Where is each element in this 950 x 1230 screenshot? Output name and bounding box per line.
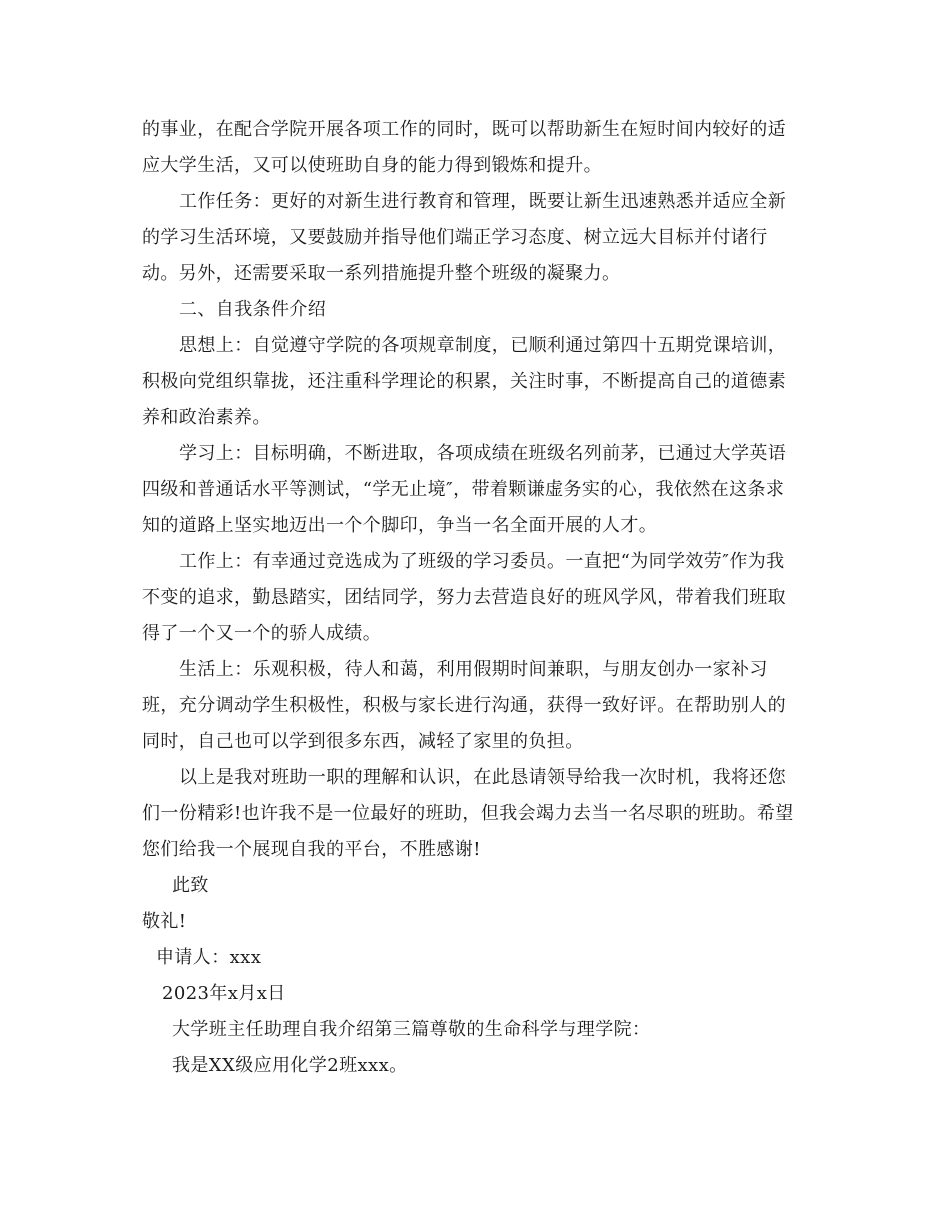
text-line: 动。另外，还需要采取一系列措施提升整个班级的凝聚力。 [142,263,621,284]
text-line: 大学班主任助理自我介绍第三篇尊敬的生命科学与理学院： [172,1019,651,1040]
text-line: 四级和普通话水平等测试，“学无止境″，带着颗谦虚务实的心，我依然在这条求 [142,479,785,500]
text-line: 工作任务：更好的对新生进行教育和管理，既要让新生迅速熟悉并适应全新 [179,191,787,212]
section-heading: 二、自我条件介绍 [179,299,327,320]
text-line: 思想上：自觉遵守学院的各项规章制度，已顺利通过第四十五期党课培训， [179,335,787,356]
closing-salutation: 此致 [172,875,209,896]
closing-regards: 敬礼! [142,911,187,932]
text-line: 同时，自己也可以学到很多东西，减轻了家里的负担。 [142,731,584,752]
text-line: 学习上：目标明确，不断进取，各项成绩在班级名列前茅，已通过大学英语 [179,443,787,464]
text-line: 我是XX级应用化学2班xxx。 [172,1055,408,1076]
text-line: 知的道路上坚实地迈出一个个脚印，争当一名全面开展的人才。 [142,515,658,536]
text-line: 不变的追求，勤恳踏实，团结同学，努力去营造良好的班风学风，带着我们班取 [142,587,786,608]
text-line: 得了一个又一个的骄人成绩。 [142,623,382,644]
text-line: 们一份精彩!也许我不是一位最好的班助，但我会竭力去当一名尽职的班助。希望 [142,803,794,824]
text-line: 以上是我对班助一职的理解和认识，在此恳请领导给我一次时机，我将还您 [179,767,787,788]
document-body [142,112,808,1084]
text-line: 的事业，在配合学院开展各项工作的同时，既可以帮助新生在短时间内较好的适 [142,119,786,140]
text-line: 应大学生活，又可以使班助自身的能力得到锻炼和提升。 [142,155,602,176]
text-line: 班，充分调动学生积极性，积极与家长进行沟通，获得一致好评。在帮助别人的 [142,695,786,716]
applicant-signature: 申请人：xxx [156,947,262,968]
text-line: 积极向党组织靠拢，还注重科学理论的积累，关注时事，不断提高自己的道德素 [142,371,786,392]
text-line: 的学习生活环境，又要鼓励并指导他们端正学习态度、树立远大目标并付诸行 [142,227,768,248]
text-line: 养和政治素养。 [142,407,271,428]
text-line: 您们给我一个展现自我的平台，不胜感谢! [142,839,481,860]
document-date: 2023年x月x日 [162,983,286,1004]
text-line: 工作上：有幸通过竞选成为了班级的学习委员。一直把“为同学效劳″作为我 [179,551,785,572]
text-line: 生活上：乐观积极，待人和蔼，利用假期时间兼职，与朋友创办一家补习 [179,659,768,680]
